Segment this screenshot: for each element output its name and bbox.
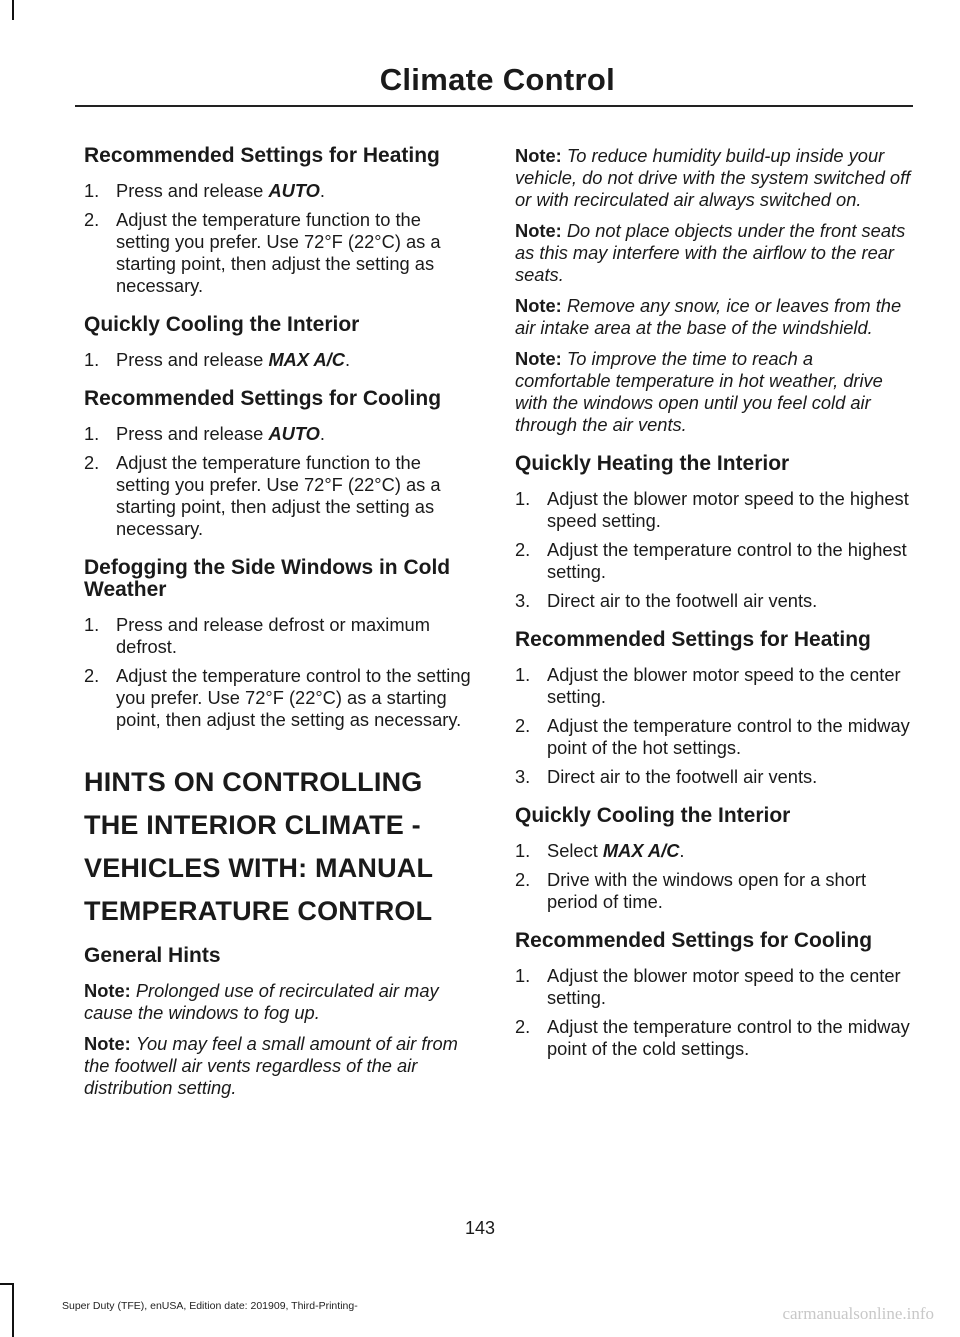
item-text: Adjust the temperature control to the setting you prefer. Use 72°F (22°C) as a starting point, then adjust the setting as necessary. <box>116 665 471 730</box>
section-heading: Quickly Cooling the Interior <box>515 804 791 827</box>
list-item <box>515 664 912 708</box>
numbered-list <box>84 180 479 297</box>
item-text: Press and release defrost or maximum defrost. <box>116 614 430 657</box>
item-number: 2. <box>515 715 531 736</box>
numbered-list <box>84 614 479 731</box>
crop-mark-bottom-left <box>12 1283 14 1337</box>
list-item <box>84 423 479 445</box>
note-text: Do not place objects under the front seats as this may interfere with the airflow to the rear seats. <box>515 220 906 285</box>
list-item <box>515 766 912 788</box>
numbered-list <box>515 664 912 788</box>
note <box>84 1033 479 1099</box>
list-item <box>515 1016 912 1060</box>
note-text: To reduce humidity build-up inside your vehicle, do not drive with the system switched off or with recirculated air always switched on. <box>515 145 911 210</box>
note-text: Remove any snow, ice or leaves from the air intake area at the base of the windshield. <box>515 295 902 338</box>
item-number: 1. <box>84 180 100 201</box>
item-number: 2. <box>84 665 100 686</box>
item-text: Drive with the windows open for a short period of time. <box>547 869 867 912</box>
crop-mark-top-left <box>12 0 14 20</box>
list-item <box>515 590 912 612</box>
list-item <box>515 539 912 583</box>
section-heading: Recommended Settings for Cooling <box>84 387 442 410</box>
list-item <box>84 614 479 658</box>
list-item <box>84 452 479 540</box>
item-text: Adjust the temperature function to the setting you prefer. Use 72°F (22°C) as a starting point, then adjust the setting as necessary. <box>116 209 441 296</box>
item-text: Adjust the blower motor speed to the center setting. <box>547 664 901 707</box>
item-text: Adjust the temperature control to the highest setting. <box>547 539 907 582</box>
list-item <box>515 965 912 1009</box>
numbered-list <box>84 423 479 540</box>
item-text: Select <box>547 840 603 861</box>
section-heading: Recommended Settings for Heating <box>84 144 440 167</box>
note <box>515 145 912 211</box>
item-text: Press and release <box>116 349 269 370</box>
item-text: Direct air to the footwell air vents. <box>547 590 818 611</box>
item-number: 1. <box>84 614 100 635</box>
right-column <box>515 145 912 1067</box>
item-text-after: . <box>319 180 325 201</box>
section-heading: General Hints <box>84 944 221 967</box>
note <box>515 220 912 286</box>
note-label: Note: <box>515 348 562 369</box>
item-text: Press and release <box>116 180 269 201</box>
page-title: Climate Control <box>379 62 615 97</box>
note <box>84 980 479 1024</box>
section-heading: Recommended Settings for Heating <box>515 628 871 651</box>
item-text: Press and release <box>116 423 269 444</box>
note-label: Note: <box>515 145 562 166</box>
item-number: 1. <box>515 965 531 986</box>
crop-mark-bottom-left-h <box>0 1283 14 1285</box>
item-number: 3. <box>515 766 531 787</box>
item-number: 2. <box>515 869 531 890</box>
list-item <box>515 840 912 862</box>
item-text: Adjust the temperature control to the midway point of the hot settings. <box>547 715 910 758</box>
page-number: 143 <box>464 1218 496 1238</box>
item-text: Adjust the blower motor speed to the highest speed setting. <box>547 488 909 531</box>
list-item <box>84 180 479 202</box>
item-text-after: . <box>344 349 351 370</box>
item-text: Adjust the blower motor speed to the center setting. <box>547 965 901 1008</box>
note-text: To improve the time to reach a comfortable temperature in hot weather, drive with the windows open until you feel cold air through the air vents. <box>515 348 883 435</box>
item-emphasis: AUTO <box>268 180 320 201</box>
numbered-list <box>84 349 479 371</box>
item-emphasis: MAX A/C <box>602 840 680 861</box>
item-emphasis: AUTO <box>268 423 320 444</box>
note-text: You may feel a small amount of air from the footwell air vents regardless of the air distribution setting. <box>84 1033 458 1098</box>
note <box>515 348 912 436</box>
item-number: 1. <box>84 349 100 370</box>
item-number: 3. <box>515 590 531 611</box>
note <box>515 295 912 339</box>
section-heading: Defogging the Side Windows in Cold Weather <box>84 556 451 601</box>
item-number: 2. <box>515 539 531 560</box>
item-text-after: . <box>679 840 685 861</box>
section-heading: Quickly Heating the Interior <box>515 452 790 475</box>
section-heading: Recommended Settings for Cooling <box>515 929 873 952</box>
list-item <box>515 488 912 532</box>
list-item <box>515 715 912 759</box>
note-label: Note: <box>84 980 131 1001</box>
item-number: 1. <box>515 664 531 685</box>
list-item <box>515 869 912 913</box>
note-text: Prolonged use of recirculated air may cause the windows to fog up. <box>84 980 439 1023</box>
item-number: 1. <box>84 423 100 444</box>
left-column <box>84 145 479 1108</box>
item-number: 2. <box>84 452 100 473</box>
item-text: Adjust the temperature function to the setting you prefer. Use 72°F (22°C) as a starting point, then adjust the setting as necessary. <box>116 452 441 539</box>
note-label: Note: <box>515 295 562 316</box>
numbered-list <box>515 840 912 913</box>
numbered-list <box>515 965 912 1060</box>
item-number: 1. <box>515 488 531 509</box>
list-item <box>84 349 479 371</box>
item-text: Direct air to the footwell air vents. <box>547 766 818 787</box>
edition-footer: Super Duty (TFE), enUSA, Edition date: 201909, Third-Printing- <box>62 1300 358 1312</box>
watermark: carmanualsonline.info <box>782 1304 934 1323</box>
note-label: Note: <box>515 220 562 241</box>
header-divider <box>75 105 913 107</box>
numbered-list <box>515 488 912 612</box>
item-number: 2. <box>515 1016 531 1037</box>
list-item <box>84 665 479 731</box>
item-emphasis: MAX A/C <box>268 349 345 370</box>
item-text: Adjust the temperature control to the midway point of the cold settings. <box>547 1016 910 1059</box>
section-heading: Quickly Cooling the Interior <box>84 313 360 336</box>
note-label: Note: <box>84 1033 131 1054</box>
chapter-heading: HINTS ON CONTROLLING THE INTERIOR CLIMATE - VEHICLES WITH: MANUAL TEMPERATURE CONTROL <box>84 767 433 926</box>
item-text-after: . <box>319 423 325 444</box>
item-number: 1. <box>515 840 531 861</box>
list-item <box>84 209 479 297</box>
item-number: 2. <box>84 209 100 230</box>
